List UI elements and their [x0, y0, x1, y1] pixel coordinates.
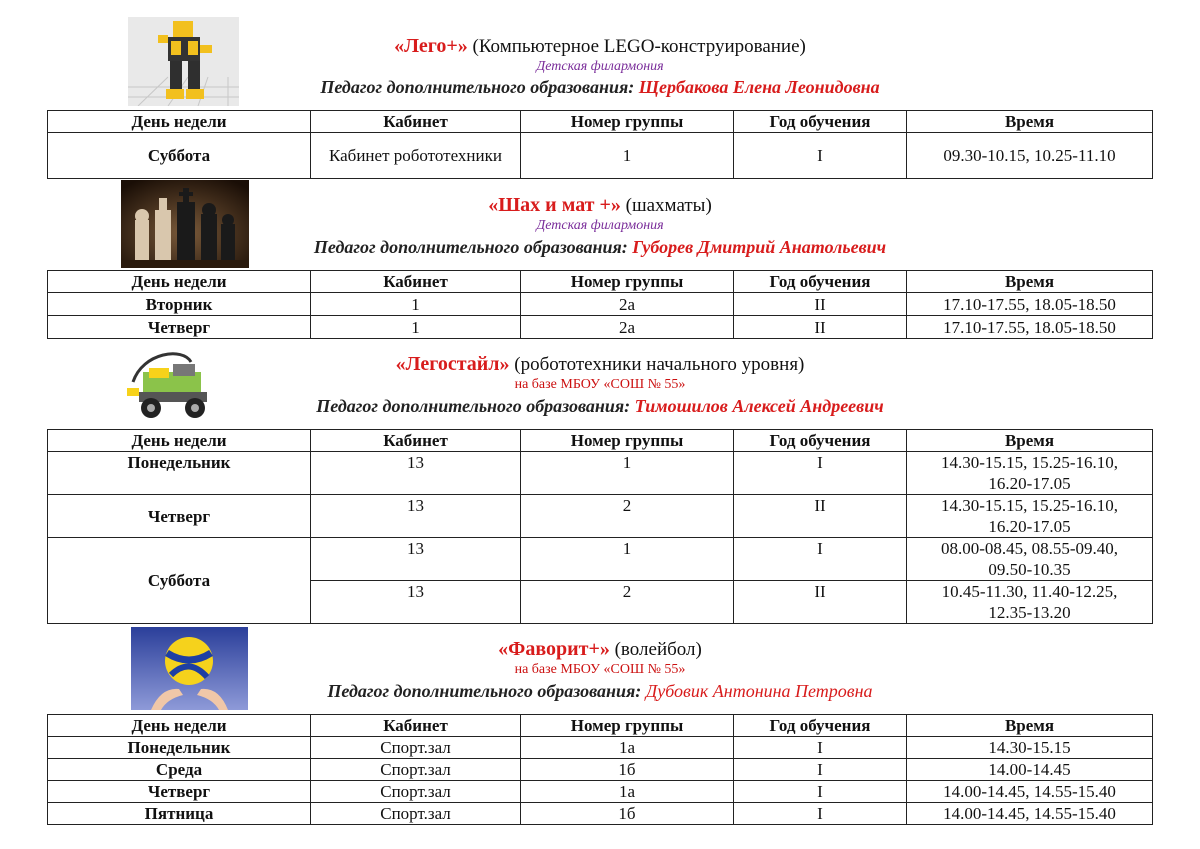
cell-time: 09.30-10.15, 10.25-11.10 — [907, 133, 1153, 179]
section-4-teacher: Дубовик Антонина Петровна — [645, 681, 873, 701]
cell-group: 2 — [521, 495, 734, 538]
cell-day: Понедельник — [48, 452, 311, 495]
cell-room: 13 — [311, 538, 521, 581]
col-header-room: Кабинет — [311, 271, 521, 293]
col-header-room: Кабинет — [311, 111, 521, 133]
cell-day: Четверг — [48, 781, 311, 803]
section-1-name: «Лего+» — [394, 35, 468, 57]
cell-group: 2 — [521, 581, 734, 624]
cell-room: 13 — [311, 581, 521, 624]
cell-day: Суббота — [48, 538, 311, 624]
cell-day: Четверг — [48, 495, 311, 538]
cell-group: 1 — [521, 133, 734, 179]
col-header-room: Кабинет — [311, 715, 521, 737]
cell-time: 14.00-14.45, 14.55-15.40 — [907, 781, 1153, 803]
section-4-table — [47, 714, 1153, 825]
section-2-teacher-line — [0, 237, 1200, 258]
cell-time — [907, 581, 1153, 624]
cell-time-line: 14.30-15.15, 15.25-16.10, — [940, 453, 1119, 472]
section-3-teacher-line — [0, 396, 1200, 417]
cell-year: I — [734, 538, 907, 581]
table-header-row — [48, 271, 1153, 293]
cell-time: 17.10-17.55, 18.05-18.50 — [907, 293, 1153, 316]
cell-time: 14.00-14.45 — [907, 759, 1153, 781]
cell-year: I — [734, 803, 907, 825]
col-header-time: Время — [907, 271, 1153, 293]
cell-time-line: 14.30-15.15, 15.25-16.10, — [940, 496, 1119, 515]
cell-room: 13 — [311, 452, 521, 495]
cell-time-line: 09.50-10.35 — [988, 560, 1071, 579]
section-4-place: на базе МБОУ «СОШ № 55» — [514, 662, 686, 677]
section-1-title-line — [0, 35, 1200, 58]
section-3-place: на базе МБОУ «СОШ № 55» — [514, 377, 686, 392]
cell-room: Спорт.зал — [311, 737, 521, 759]
cell-group: 1б — [521, 759, 734, 781]
cell-time — [907, 495, 1153, 538]
cell-room: Кабинет робототехники — [311, 133, 521, 179]
section-4-teacher-line — [0, 681, 1200, 702]
section-1-table — [47, 110, 1153, 179]
cell-day: Четверг — [48, 316, 311, 339]
table-row — [48, 781, 1153, 803]
cell-room: Спорт.зал — [311, 759, 521, 781]
section-2-teacher-label: Педагог дополнительного образования: — [313, 237, 628, 257]
section-2-name: «Шах и мат +» — [488, 194, 621, 216]
section-4-title-line — [0, 638, 1200, 661]
table-row — [48, 759, 1153, 781]
cell-time: 17.10-17.55, 18.05-18.50 — [907, 316, 1153, 339]
col-header-day: День недели — [48, 271, 311, 293]
cell-group: 1а — [521, 781, 734, 803]
cell-room: Спорт.зал — [311, 803, 521, 825]
col-header-time: Время — [907, 430, 1153, 452]
section-2-title-line — [0, 194, 1200, 217]
col-header-group: Номер группы — [521, 271, 734, 293]
section-4-desc: (волейбол) — [614, 639, 702, 660]
cell-year: II — [734, 293, 907, 316]
table-header-row — [48, 715, 1153, 737]
cell-day: Пятница — [48, 803, 311, 825]
cell-day: Суббота — [48, 133, 311, 179]
section-3-title-line — [0, 353, 1200, 376]
col-header-year: Год обучения — [734, 111, 907, 133]
cell-time-line: 16.20-17.05 — [988, 517, 1071, 536]
table-row — [48, 495, 1153, 538]
cell-year: I — [734, 781, 907, 803]
section-2-place: Детская филармония — [536, 218, 664, 233]
cell-year: I — [734, 759, 907, 781]
table-header-row — [48, 430, 1153, 452]
table-row — [48, 538, 1153, 581]
section-2-table — [47, 270, 1153, 339]
cell-day: Понедельник — [48, 737, 311, 759]
col-header-group: Номер группы — [521, 111, 734, 133]
cell-time-line: 10.45-11.30, 11.40-12.25, — [941, 582, 1118, 601]
cell-room: 1 — [311, 293, 521, 316]
cell-year: II — [734, 495, 907, 538]
cell-year: I — [734, 737, 907, 759]
section-3-table — [47, 429, 1153, 624]
cell-year: II — [734, 316, 907, 339]
col-header-day: День недели — [48, 715, 311, 737]
section-4-teacher-label: Педагог дополнительного образования: — [327, 681, 642, 701]
cell-group: 2а — [521, 316, 734, 339]
cell-time-line: 16.20-17.05 — [988, 474, 1071, 493]
col-header-year: Год обучения — [734, 430, 907, 452]
cell-group: 1 — [521, 452, 734, 495]
table-header-row — [48, 111, 1153, 133]
section-2-desc: (шахматы) — [625, 195, 712, 216]
cell-room: Спорт.зал — [311, 781, 521, 803]
cell-day: Среда — [48, 759, 311, 781]
cell-time — [907, 538, 1153, 581]
section-2-teacher: Губорев Дмитрий Анатольевич — [632, 237, 887, 257]
col-header-group: Номер группы — [521, 430, 734, 452]
col-header-time: Время — [907, 111, 1153, 133]
cell-room: 1 — [311, 316, 521, 339]
table-row — [48, 803, 1153, 825]
section-1-teacher: Щербакова Елена Леонидовна — [638, 77, 880, 97]
cell-year: I — [734, 452, 907, 495]
col-header-room: Кабинет — [311, 430, 521, 452]
section-3-desc: (робототехники начального уровня) — [514, 354, 805, 375]
section-1-teacher-line — [0, 77, 1200, 98]
cell-group: 1 — [521, 538, 734, 581]
section-1-desc: (Компьютерное LEGO-конструирование) — [472, 36, 806, 57]
cell-group: 1б — [521, 803, 734, 825]
cell-time: 14.00-14.45, 14.55-15.40 — [907, 803, 1153, 825]
col-header-day: День недели — [48, 111, 311, 133]
cell-group: 1а — [521, 737, 734, 759]
section-4-name: «Фаворит+» — [498, 638, 610, 660]
table-row — [48, 737, 1153, 759]
cell-day: Вторник — [48, 293, 311, 316]
col-header-day: День недели — [48, 430, 311, 452]
table-row — [48, 452, 1153, 495]
cell-room: 13 — [311, 495, 521, 538]
cell-group: 2а — [521, 293, 734, 316]
section-3-teacher: Тимошилов Алексей Андреевич — [634, 396, 884, 416]
table-row — [48, 316, 1153, 339]
col-header-group: Номер группы — [521, 715, 734, 737]
cell-time-line: 12.35-13.20 — [988, 603, 1071, 622]
cell-year: I — [734, 133, 907, 179]
table-row — [48, 293, 1153, 316]
section-3-teacher-label: Педагог дополнительного образования: — [316, 396, 631, 416]
section-1-place: Детская филармония — [536, 59, 664, 74]
cell-time: 14.30-15.15 — [907, 737, 1153, 759]
section-3-name: «Легостайл» — [395, 353, 510, 375]
col-header-time: Время — [907, 715, 1153, 737]
cell-year: II — [734, 581, 907, 624]
table-row — [48, 133, 1153, 179]
col-header-year: Год обучения — [734, 715, 907, 737]
section-1-teacher-label: Педагог дополнительного образования: — [320, 77, 635, 97]
col-header-year: Год обучения — [734, 271, 907, 293]
cell-time-line: 08.00-08.45, 08.55-09.40, — [940, 539, 1119, 558]
cell-time — [907, 452, 1153, 495]
